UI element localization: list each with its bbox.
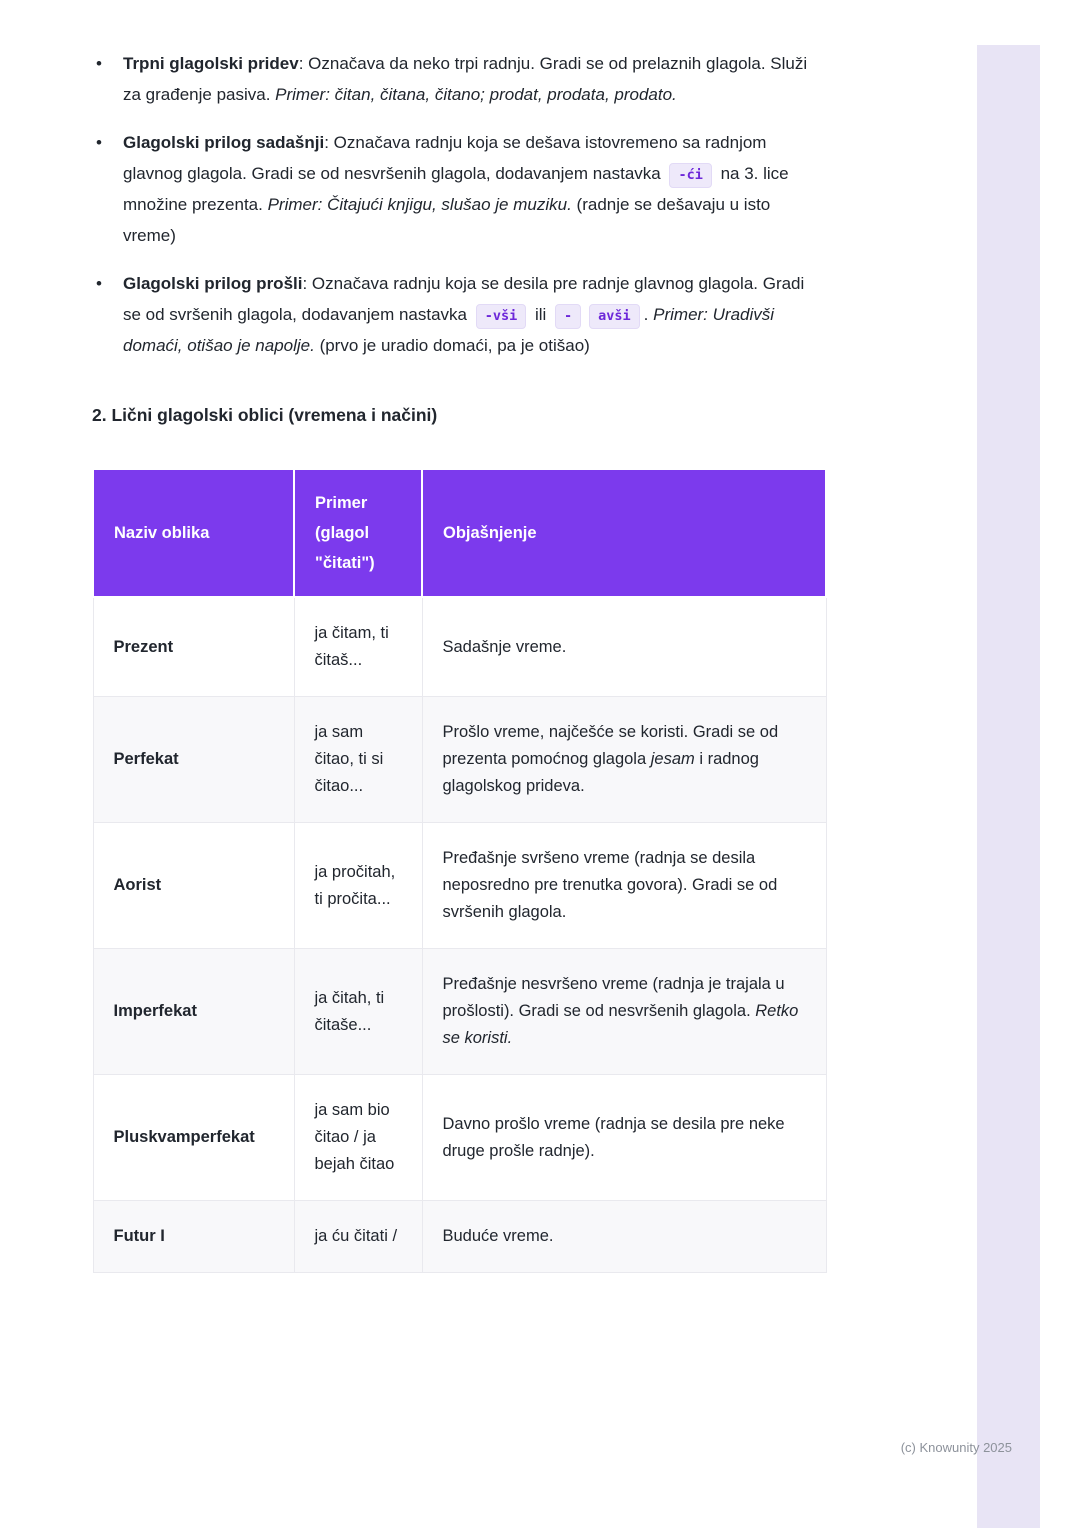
text-segment: Prošlo vreme, najčešće se koristi. Gradi se od prezenta pomoćnog glagola	[442, 723, 779, 768]
side-accent-strip	[977, 45, 1040, 1528]
table-row-imperfekat	[93, 949, 826, 1075]
bullet-text	[123, 133, 789, 245]
cell-name: Imperfekat	[93, 949, 294, 1075]
text-segment: Davno prošlo vreme (radnja se desila pre neke druge prošle radnje).	[442, 1114, 785, 1160]
inline-code-badge: -	[555, 304, 581, 329]
bullet-item-trpni-glagolski-pridev	[92, 48, 825, 110]
text-segment: (radnje se dešavaju u isto vreme)	[123, 195, 771, 245]
inline-code-badge: avši	[589, 304, 640, 329]
text-segment: : Označava radnju koja se desila pre radnje glavnog glagola. Gradi se od svršenih glagola, dodavanjem nastavka	[123, 274, 805, 324]
cell-name: Pluskvamperfekat	[93, 1075, 294, 1201]
text-segment: Buduće vreme.	[442, 1227, 554, 1245]
text-segment: .	[643, 305, 654, 324]
text-segment: Glagolski prilog sadašnji	[123, 133, 325, 152]
cell-primer: ja pročitah, ti pročita...	[294, 823, 422, 949]
table-row-aorist	[93, 823, 826, 949]
bullet-text	[123, 274, 804, 355]
bullet-item-glagolski-prilog-prosli	[92, 268, 825, 361]
text-segment: Retko se koristi.	[442, 1002, 799, 1047]
text-segment: Sadašnje vreme.	[442, 637, 567, 656]
bullet-marker-icon: •	[96, 54, 102, 73]
text-segment: Primer: Uradivši domaći, otišao je napolje.	[123, 305, 775, 355]
table-row-pluskvamperfekat	[93, 1075, 826, 1201]
table-header-naziv-oblika: Naziv oblika	[93, 469, 294, 597]
table-row-perfekat	[93, 697, 826, 823]
cell-explanation	[422, 597, 826, 697]
text-segment: Pređašnje nesvršeno vreme (radnja je trajala u prošlosti). Gradi se od nesvršenih glagola.	[442, 975, 785, 1020]
cell-primer: ja čitah, ti čitaše...	[294, 949, 422, 1075]
bullet-list	[92, 48, 825, 361]
cell-name: Perfekat	[93, 697, 294, 823]
bullet-item-glagolski-prilog-sadasnji	[92, 127, 825, 251]
cell-name: Aorist	[93, 823, 294, 949]
cell-name: Prezent	[93, 597, 294, 697]
section-heading: 2. Lični glagolski oblici (vremena i načini)	[92, 405, 438, 425]
cell-explanation	[422, 697, 826, 823]
copyright-text: (c) Knowunity 2025	[900, 1440, 1012, 1455]
text-segment: Primer: čitan, čitana, čitano; prodat, prodata, prodato.	[275, 85, 677, 104]
text-segment: Trpni glagolski pridev	[123, 54, 299, 73]
cell-explanation	[422, 949, 826, 1075]
text-segment: na 3. lice množine prezenta.	[123, 164, 789, 214]
table-header-row	[93, 469, 826, 597]
text-segment: (prvo je uradio domaći, pa je otišao)	[314, 336, 590, 355]
text-segment: : Označava radnju koja se dešava istovremeno sa radnjom glavnog glagola. Gradi se od nesvršenih glagola, dodavanjem nastavka	[123, 133, 767, 183]
text-segment: : Označava da neko trpi radnju. Gradi se od prelaznih glagola. Služi za građenje pasiva.	[123, 54, 808, 104]
cell-primer: ja čitam, ti čitaš...	[294, 597, 422, 697]
table-row-prezent	[93, 597, 826, 697]
table-body	[93, 597, 826, 1273]
bullet-text	[123, 54, 807, 104]
table-header	[93, 469, 826, 597]
cell-primer: ja sam bio čitao / ja bejah čitao	[294, 1075, 422, 1201]
inline-code-badge: -vši	[476, 304, 527, 329]
text-segment: ili	[530, 305, 552, 324]
cell-name: Futur I	[93, 1201, 294, 1273]
text-segment: jesam	[650, 750, 695, 768]
text-segment: Glagolski prilog prošli	[123, 274, 303, 293]
document-content	[92, 48, 825, 1273]
inline-code-badge: -ći	[669, 163, 711, 188]
cell-explanation	[422, 823, 826, 949]
cell-primer: ja sam čitao, ti si čitao...	[294, 697, 422, 823]
table-header-primer: Primer (glagol "čitati")	[294, 469, 422, 597]
cell-primer: ja ću čitati /	[294, 1201, 422, 1273]
bullet-marker-icon: •	[96, 274, 102, 293]
cell-explanation	[422, 1201, 826, 1273]
table-header-objasnjenje: Objašnjenje	[422, 469, 826, 597]
verb-forms-table	[92, 468, 827, 1273]
text-segment: i radnog glagolskog prideva.	[442, 750, 759, 795]
text-segment: Primer: Čitajući knjigu, slušao je muziku.	[267, 195, 572, 214]
cell-explanation	[422, 1075, 826, 1201]
text-segment: Pređašnje svršeno vreme (radnja se desila neposredno pre trenutka govora). Gradi se od svršenih glagola.	[442, 849, 778, 921]
table-row-futur-1	[93, 1201, 826, 1273]
bullet-marker-icon: •	[96, 133, 102, 152]
